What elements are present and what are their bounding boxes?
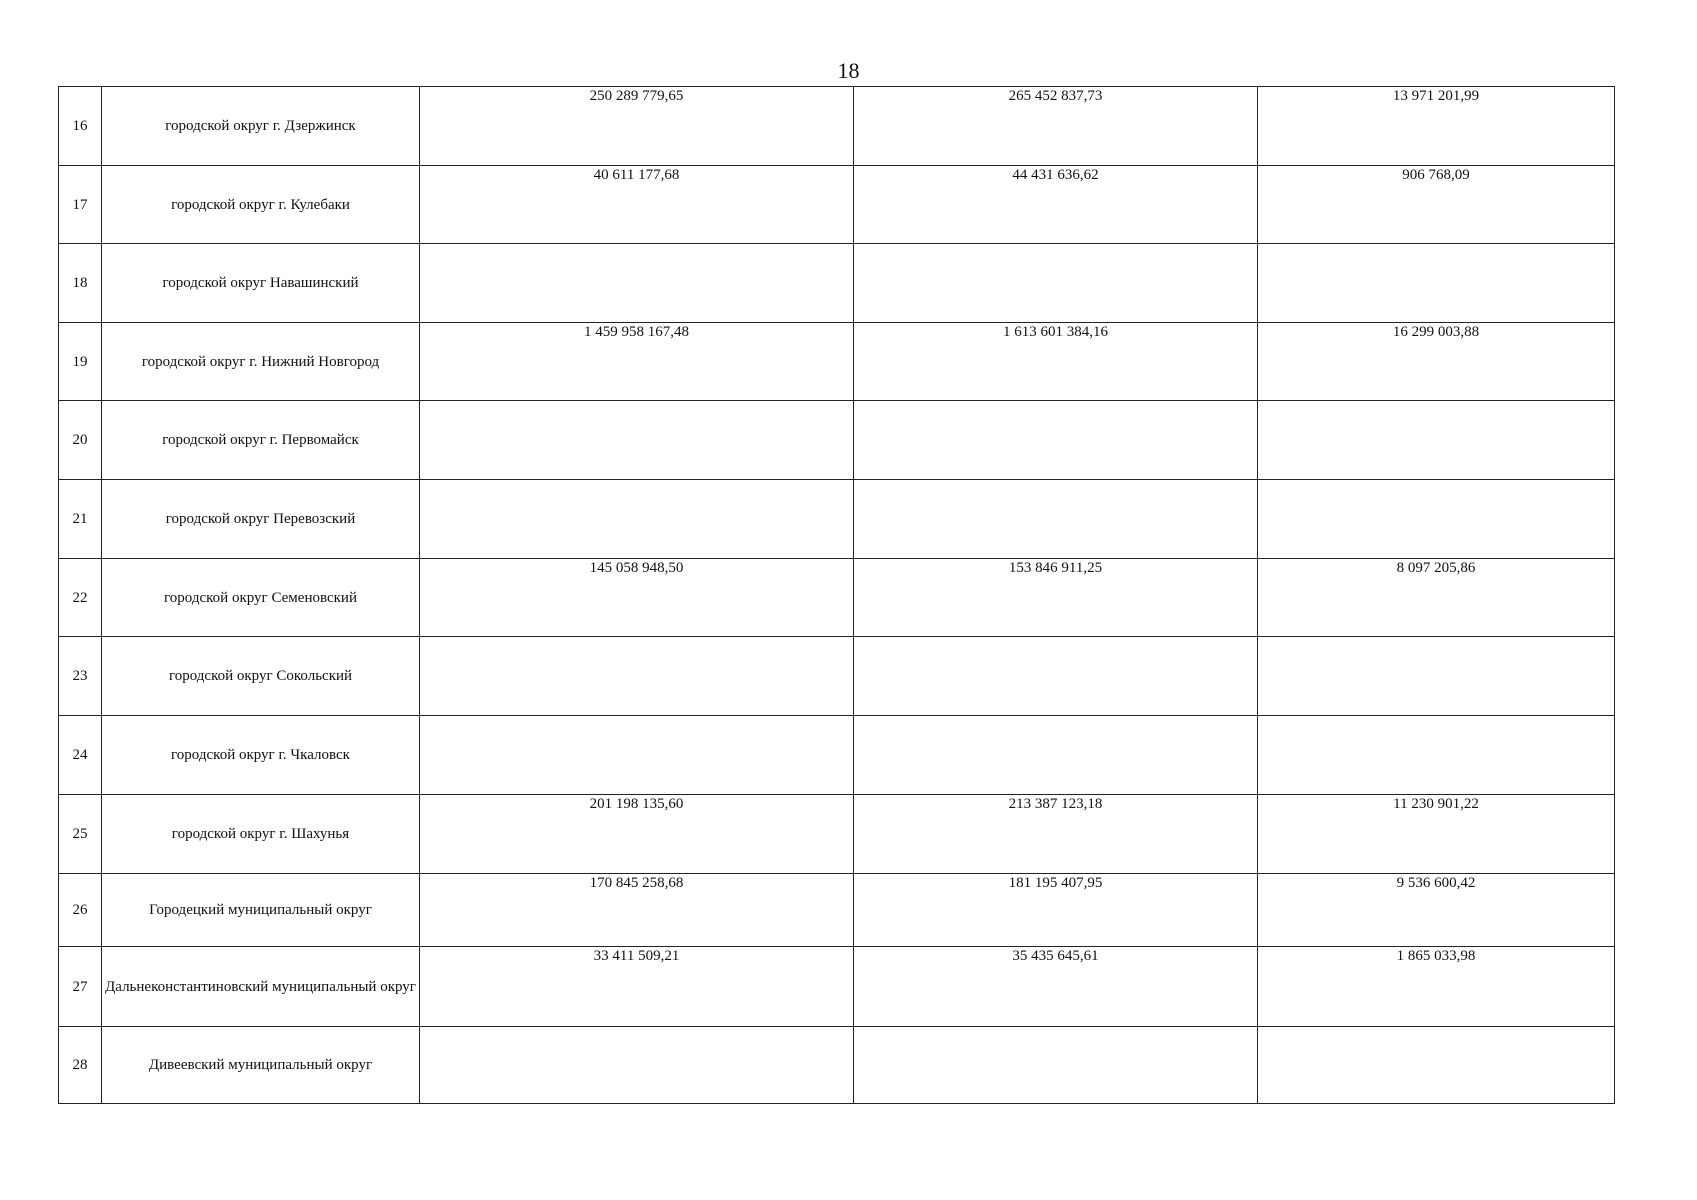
municipality-name: городской округ г. Чкаловск: [102, 716, 420, 795]
row-number: 28: [59, 1027, 102, 1104]
row-number: 24: [59, 716, 102, 795]
value-cell-1: 1 459 958 167,48: [420, 323, 854, 401]
value-cell-1: 40 611 177,68: [420, 166, 854, 244]
value-cell-1: [420, 401, 854, 480]
value-cell-1: [420, 716, 854, 795]
row-number: 27: [59, 947, 102, 1027]
municipality-name: городской округ г. Шахунья: [102, 795, 420, 874]
municipality-name: Городецкий муниципальный округ: [102, 874, 420, 947]
row-number: 19: [59, 323, 102, 401]
value-cell-3: [1258, 244, 1615, 323]
value-cell-3: [1258, 480, 1615, 559]
row-number: 21: [59, 480, 102, 559]
value-cell-2: 1 613 601 384,16: [854, 323, 1258, 401]
value-cell-1: 33 411 509,21: [420, 947, 854, 1027]
table-row: [59, 1027, 1615, 1104]
value-cell-1: [420, 637, 854, 716]
value-cell-2: [854, 480, 1258, 559]
row-number: 18: [59, 244, 102, 323]
value-cell-2: 153 846 911,25: [854, 559, 1258, 637]
value-cell-2: [854, 401, 1258, 480]
value-cell-3: 13 971 201,99: [1258, 87, 1615, 166]
value-cell-2: 35 435 645,61: [854, 947, 1258, 1027]
value-cell-1: [420, 1027, 854, 1104]
table-row: [59, 166, 1615, 244]
value-cell-1: [420, 244, 854, 323]
table-row: [59, 244, 1615, 323]
value-cell-3: 9 536 600,42: [1258, 874, 1615, 947]
value-cell-3: 1 865 033,98: [1258, 947, 1615, 1027]
allocation-table: [58, 86, 1615, 1104]
value-cell-2: 44 431 636,62: [854, 166, 1258, 244]
table-row: [59, 874, 1615, 947]
page-number: 18: [837, 58, 860, 83]
row-number: 22: [59, 559, 102, 637]
municipality-name: Дивеевский муниципальный округ: [102, 1027, 420, 1104]
municipality-name: городской округ Сокольский: [102, 637, 420, 716]
value-cell-3: [1258, 637, 1615, 716]
table-row: [59, 795, 1615, 874]
table-row: [59, 947, 1615, 1027]
table-row: [59, 637, 1615, 716]
municipality-name: городской округ г. Первомайск: [102, 401, 420, 480]
row-number: 20: [59, 401, 102, 480]
value-cell-2: 181 195 407,95: [854, 874, 1258, 947]
municipality-name: Дальнеконстантиновский муниципальный округ: [102, 947, 420, 1027]
value-cell-2: [854, 637, 1258, 716]
row-number: 26: [59, 874, 102, 947]
value-cell-1: 170 845 258,68: [420, 874, 854, 947]
value-cell-3: 16 299 003,88: [1258, 323, 1615, 401]
row-number: 25: [59, 795, 102, 874]
value-cell-1: 201 198 135,60: [420, 795, 854, 874]
table-row: [59, 401, 1615, 480]
value-cell-3: 906 768,09: [1258, 166, 1615, 244]
value-cell-1: 145 058 948,50: [420, 559, 854, 637]
value-cell-2: 213 387 123,18: [854, 795, 1258, 874]
value-cell-2: [854, 716, 1258, 795]
row-number: 23: [59, 637, 102, 716]
value-cell-3: [1258, 716, 1615, 795]
municipality-name: городской округ Перевозский: [102, 480, 420, 559]
municipality-name: городской округ Навашинский: [102, 244, 420, 323]
table-row: [59, 323, 1615, 401]
row-number: 17: [59, 166, 102, 244]
value-cell-3: 8 097 205,86: [1258, 559, 1615, 637]
municipality-name: городской округ г. Дзержинск: [102, 87, 420, 166]
table-row: [59, 480, 1615, 559]
value-cell-3: [1258, 1027, 1615, 1104]
row-number: 16: [59, 87, 102, 166]
value-cell-2: [854, 1027, 1258, 1104]
municipality-name: городской округ г. Нижний Новгород: [102, 323, 420, 401]
table-row: [59, 559, 1615, 637]
table-row: [59, 87, 1615, 166]
municipality-name: городской округ Семеновский: [102, 559, 420, 637]
value-cell-3: 11 230 901,22: [1258, 795, 1615, 874]
value-cell-1: 250 289 779,65: [420, 87, 854, 166]
value-cell-1: [420, 480, 854, 559]
value-cell-2: 265 452 837,73: [854, 87, 1258, 166]
municipality-name: городской округ г. Кулебаки: [102, 166, 420, 244]
table-row: [59, 716, 1615, 795]
value-cell-2: [854, 244, 1258, 323]
value-cell-3: [1258, 401, 1615, 480]
